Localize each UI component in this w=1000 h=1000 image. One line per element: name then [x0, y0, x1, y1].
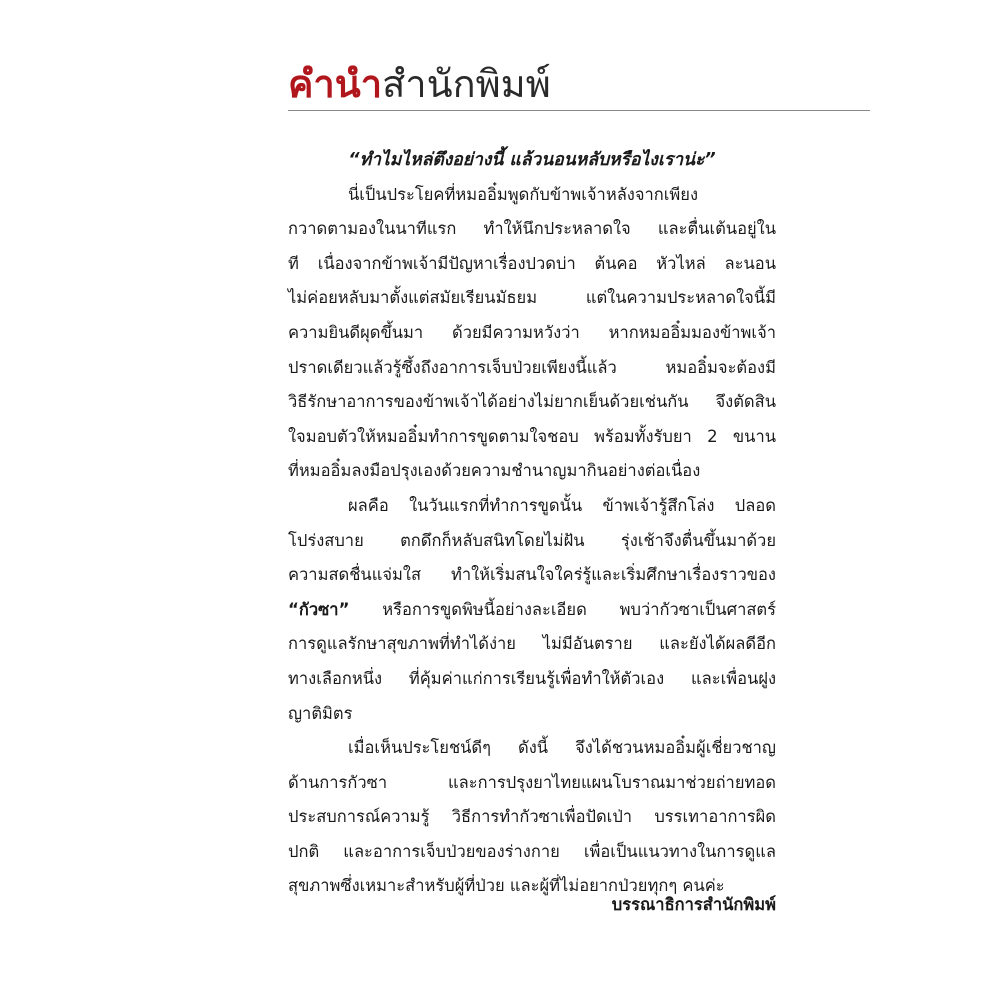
page-header	[288, 58, 551, 110]
paragraph-2-line: ญาติมิตร	[288, 703, 353, 723]
paragraph-1-line: ปราดเดียวแล้วรู้ซึ้งถึงอาการเจ็บป่วยเพียงนี้แล้ว หมออิ๋มจะต้องมี	[288, 357, 776, 377]
paragraph-3-line: เมื่อเห็นประโยชน์ดีๆ ดังนี้ จึงได้ชวนหมออิ๋มผู้เชี่ยวชาญ	[348, 738, 776, 758]
paragraph-2-line: การดูแลรักษาสุขภาพที่ทำได้ง่าย ไม่มีอันตราย และยังได้ผลดีอีก	[288, 634, 776, 654]
paragraph-2-line-rest: หรือการขูดพิษนี้อย่างละเอียด พบว่ากัวซาเป็นศาสตร์	[349, 599, 776, 619]
title-rest: สำนักพิมพ์	[382, 62, 551, 106]
editor-signature: บรรณาธิการสำนักพิมพ์	[611, 895, 776, 914]
guasha-term: “กัวซา”	[288, 599, 350, 619]
paragraph-1-line: ที เนื่องจากข้าพเจ้ามีปัญหาเรื่องปวดบ่า ต้นคอ หัวไหล่ ละนอน	[288, 253, 776, 273]
paragraph-3-line: สุขภาพซึ่งเหมาะสำหรับผู้ที่ป่วย และผู้ที่ไม่อยากป่วยทุกๆ คนค่ะ	[288, 876, 725, 896]
paragraph-1-line: ความยินดีผุดขึ้นมา ด้วยมีความหวังว่า หากหมออิ๋มมองข้าพเจ้า	[288, 322, 776, 342]
paragraph-2-line: โปร่งสบาย ตกดึกก็หลับสนิทโดยไม่ฝัน รุ่งเช้าจึงตื่นขึ้นมาด้วย	[288, 530, 776, 550]
title-accent: คำนำ	[288, 62, 383, 106]
paragraph-2-line: ผลคือ ในวันแรกที่ทำการขูดนั้น ข้าพเจ้ารู้สึกโล่ง ปลอด	[348, 495, 776, 515]
paragraph-1-line: นี่เป็นประโยคที่หมออิ๋มพูดกับข้าพเจ้าหลังจากเพียง	[348, 184, 699, 204]
paragraph-1-line: ใจมอบตัวให้หมออิ๋มทำการขูดตามใจชอบ พร้อมทั้งรับยา 2 ขนาน	[288, 426, 776, 446]
paragraph-2-line	[288, 593, 776, 628]
paragraph-2-line: ความสดชื่นแจ่มใส ทำให้เริ่มสนใจใคร่รู้และเริ่มศึกษาเรื่องราวของ	[288, 565, 776, 585]
paragraph-2-line: ทางเลือกหนึ่ง ที่คุ้มค่าแก่การเรียนรู้เพื่อทำให้ตัวเอง และเพื่อนฝูง	[288, 668, 776, 688]
paragraph-1-line: กวาดตามองในนาทีแรก ทำให้นึกประหลาดใจ และตื่นเต้นอยู่ใน	[288, 219, 776, 239]
paragraph-3-line: ปกติ และอาการเจ็บป่วยของร่างกาย เพื่อเป็นแนวทางในการดูแล	[288, 841, 776, 861]
preface-body	[288, 143, 776, 904]
paragraph-3-line: ประสบการณ์ความรู้ วิธีการทำกัวซาเพื่อปัดเป่า บรรเทาอาการผิด	[288, 807, 776, 827]
opening-quote: “ทำไมไหล่ตึงอย่างนี้ แล้วนอนหลับหรือไงเราน่ะ”	[348, 150, 716, 170]
paragraph-1-line: ที่หมออิ๋มลงมือปรุงเองด้วยความชำนาญมากินอย่างต่อเนื่อง	[288, 461, 701, 481]
paragraph-1-line: วิธีรักษาอาการของข้าพเจ้าได้อย่างไม่ยากเย็นด้วยเช่นกัน จึงตัดสิน	[288, 392, 776, 412]
paragraph-3-line: ด้านการกัวซา และการปรุงยาไทยแผนโบราณมาช่วยถ่ายทอด	[288, 772, 776, 792]
paragraph-1-line: ไม่ค่อยหลับมาตั้งแต่สมัยเรียนมัธยม แต่ในความประหลาดใจนี้มี	[288, 288, 776, 308]
header-divider	[288, 110, 870, 111]
